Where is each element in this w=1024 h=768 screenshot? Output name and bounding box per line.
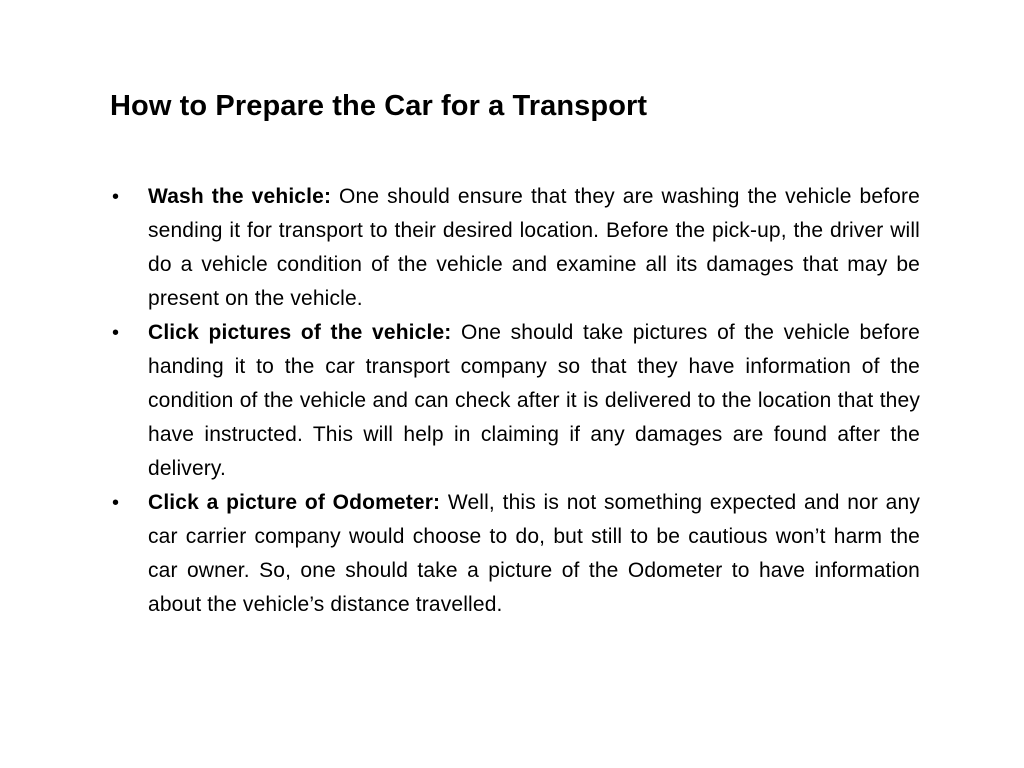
bullet-list <box>110 180 920 622</box>
bullet-text: One should ensure that they are washing the vehicle before sending it for transport to their desired location. Before the pick-up, the driver will do a vehicle condition of the vehicle and examine all its damages that may be present on the vehicle. <box>148 185 920 310</box>
bullet-text: One should take pictures of the vehicle before handing it to the car transport company so that they have information of the condition of the vehicle and can check after it is delivered to the location that they have instructed. This will help in claiming if any damages are found after the delivery. <box>148 321 920 480</box>
bullet-item-wash-vehicle <box>110 180 920 316</box>
bullet-icon: • <box>112 322 120 344</box>
bullet-lead: Click a picture of Odometer: <box>148 491 441 514</box>
bullet-item-odometer-picture <box>110 486 920 622</box>
bullet-item-click-pictures <box>110 316 920 486</box>
bullet-text: Well, this is not something expected and nor any car carrier company would choose to do, but still to be cautious won’t harm the car owner. So, one should take a picture of the Odometer to have information about the vehicle’s distance travelled. <box>148 491 920 616</box>
bullet-lead: Click pictures of the vehicle: <box>148 321 452 344</box>
slide-title: How to Prepare the Car for a Transport <box>110 90 648 122</box>
bullet-icon: • <box>112 492 120 514</box>
bullet-icon: • <box>112 186 120 208</box>
bullet-lead: Wash the vehicle: <box>148 185 332 208</box>
